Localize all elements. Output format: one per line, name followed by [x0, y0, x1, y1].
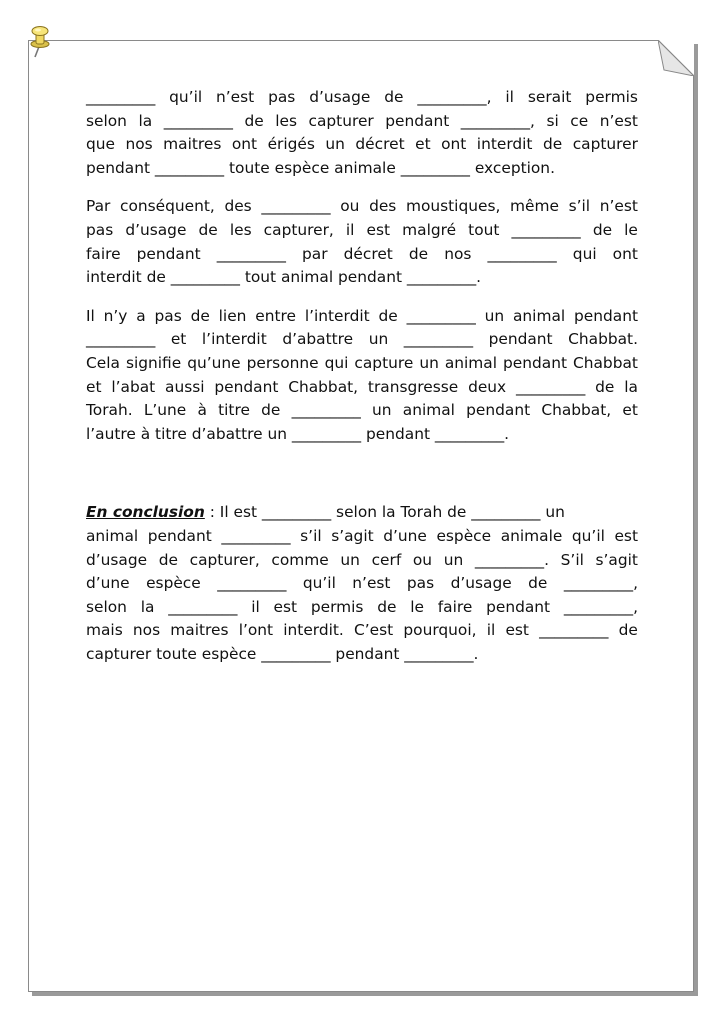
conclusion-first-line: : Il est _________ selon la Torah de _________ un	[204, 503, 565, 522]
word: Torah.	[86, 401, 133, 420]
word: pas	[154, 306, 182, 325]
word: _________	[261, 197, 331, 216]
word: transgresse	[367, 377, 459, 396]
word: _________	[406, 306, 476, 325]
word: _________	[539, 621, 609, 640]
word: signifie	[125, 353, 182, 372]
word: nos	[132, 621, 161, 640]
pushpin-icon	[26, 24, 60, 60]
word: l’interdit	[201, 330, 267, 349]
word: selon	[86, 597, 127, 616]
word: pourquoi,	[403, 621, 477, 640]
word: qu’une	[187, 353, 241, 372]
text-line	[86, 133, 638, 157]
word: conséquent,	[120, 197, 215, 216]
word: qui	[324, 353, 349, 372]
word: s’il	[568, 197, 591, 216]
word: ont	[612, 244, 638, 263]
word: mais	[86, 621, 123, 640]
word: qu’il	[302, 574, 336, 593]
word: de	[261, 401, 281, 420]
text-line: pendant _________ toute espèce animale _________ exception.	[86, 158, 555, 177]
word: par	[302, 244, 328, 263]
conclusion-paragraph	[86, 501, 638, 666]
page-fold-icon	[658, 40, 694, 76]
text-line	[86, 195, 638, 219]
word: pendant	[503, 353, 567, 372]
word: les	[229, 220, 252, 239]
word: qu’il	[571, 526, 605, 545]
paragraph-3	[86, 305, 638, 447]
word: de	[377, 597, 397, 616]
text-line	[86, 305, 638, 329]
word: espèce	[146, 574, 201, 593]
word: _________	[516, 377, 586, 396]
word: ce	[570, 111, 589, 130]
word: décret	[355, 135, 405, 154]
word: personne	[246, 353, 319, 372]
word: comme	[271, 550, 329, 569]
text-line	[86, 525, 638, 549]
word: _________,	[563, 574, 638, 593]
word: Chabbat,	[288, 377, 359, 396]
word: ou	[340, 197, 360, 216]
word: selon	[86, 111, 127, 130]
word: Cela	[86, 353, 120, 372]
word: il	[486, 621, 496, 640]
word: _________	[487, 244, 557, 263]
word: maitres	[163, 135, 222, 154]
word: un	[325, 135, 345, 154]
word: nos	[125, 135, 153, 154]
word: il	[345, 220, 355, 239]
word: s’il	[300, 526, 322, 545]
word: ont	[441, 135, 467, 154]
word: L’une	[143, 401, 187, 420]
word: l’abat	[111, 377, 156, 396]
word: décret	[343, 244, 393, 263]
word: _________	[291, 401, 361, 420]
word: espèce	[436, 526, 492, 545]
word: pendant	[385, 111, 450, 130]
word: est	[273, 597, 298, 616]
word: de	[244, 111, 264, 130]
word: pendant	[486, 597, 551, 616]
word: permis	[310, 597, 364, 616]
word: deux	[468, 377, 507, 396]
word: ou	[412, 550, 433, 569]
word: capturer	[572, 135, 638, 154]
word: est	[505, 621, 529, 640]
word: le	[624, 220, 638, 239]
text-line	[86, 549, 638, 573]
word: _________,	[417, 88, 492, 106]
word: S’il	[560, 550, 584, 569]
word: _________	[511, 220, 581, 239]
word: l’interdit	[304, 306, 370, 325]
word: il	[251, 597, 260, 616]
word: pendant	[574, 306, 638, 325]
word: Par	[86, 197, 111, 216]
word: le	[410, 597, 424, 616]
word: moustiques,	[405, 197, 501, 216]
word: la	[624, 377, 638, 396]
word: _________,	[563, 597, 638, 616]
word: interdit	[476, 135, 533, 154]
word: _________	[86, 330, 156, 349]
word: a	[136, 306, 146, 325]
word: pendant	[147, 526, 212, 545]
word: des	[369, 197, 397, 216]
word: il	[505, 88, 514, 106]
word: de	[542, 135, 563, 154]
word: de	[378, 306, 398, 325]
word: faire	[437, 597, 473, 616]
word: de	[408, 244, 429, 263]
word: qui	[572, 244, 597, 263]
word: d’abattre	[282, 330, 354, 349]
word: capture	[354, 353, 414, 372]
word: est	[366, 220, 391, 239]
word: faire	[86, 244, 121, 263]
word: ont	[231, 135, 258, 154]
word: n’est	[352, 574, 391, 593]
word: un	[419, 353, 439, 372]
word: de	[198, 220, 218, 239]
word: capturer,	[263, 220, 334, 239]
text-line	[86, 619, 638, 643]
word: Chabbat	[573, 353, 638, 372]
word: pendant	[214, 377, 279, 396]
word: à	[197, 401, 207, 420]
word: _________	[86, 88, 156, 106]
word: _________	[216, 244, 286, 263]
word: animal	[444, 353, 498, 372]
word: de	[595, 377, 615, 396]
text-line	[86, 596, 638, 620]
word: pas	[86, 220, 114, 239]
word: _________	[168, 597, 238, 616]
word: n’est	[216, 88, 255, 106]
text-line: capturer toute espèce _________ pendant _________.	[86, 644, 479, 663]
word: qu’il	[169, 88, 203, 106]
word: pas	[406, 574, 435, 593]
word: des	[224, 197, 252, 216]
text-line	[86, 328, 638, 352]
word: pendant	[466, 401, 531, 420]
word: l’ont	[238, 621, 274, 640]
word: un	[340, 550, 360, 569]
word: Chabbat,	[541, 401, 612, 420]
word: de	[592, 220, 613, 239]
word: nos	[444, 244, 472, 263]
text-line	[86, 110, 638, 134]
word: si	[546, 111, 559, 130]
word: de	[158, 550, 178, 569]
word: malgré	[402, 220, 457, 239]
word: même	[510, 197, 559, 216]
word: _________	[403, 330, 474, 349]
worksheet-text	[86, 86, 638, 681]
text-line	[86, 219, 638, 243]
word: capturer,	[189, 550, 260, 569]
word: animal	[402, 401, 455, 420]
word: un	[443, 550, 464, 569]
text-line	[86, 572, 638, 596]
word: de	[528, 574, 548, 593]
word: la	[140, 597, 155, 616]
word: la	[138, 111, 153, 130]
word: _________,	[460, 111, 535, 130]
text-line	[86, 376, 638, 400]
word: _________	[217, 574, 287, 593]
word: et	[622, 401, 638, 420]
word: s’agit	[331, 526, 374, 545]
word: et	[415, 135, 431, 154]
word: et	[86, 377, 102, 396]
word: pas	[268, 88, 296, 106]
word: de	[384, 88, 404, 106]
word: _________	[163, 111, 233, 130]
word: et	[170, 330, 187, 349]
word: serait	[527, 88, 572, 106]
word: _________.	[474, 550, 550, 569]
text-line: interdit de _________ tout animal pendant _________.	[86, 268, 482, 287]
word: d’usage	[309, 88, 371, 106]
word: entre	[255, 306, 296, 325]
word: pendant	[488, 330, 553, 349]
word: animal	[86, 526, 139, 545]
word: s’agit	[595, 550, 638, 569]
word: d’une	[383, 526, 427, 545]
word: de	[190, 306, 210, 325]
text-line	[86, 352, 638, 376]
word: interdit.	[283, 621, 344, 640]
text-line	[86, 243, 638, 267]
text-line: l’autre à titre d’abattre un _________ pendant _________.	[86, 424, 510, 443]
word: d’une	[86, 574, 130, 593]
word: pendant	[136, 244, 201, 263]
word: maitres	[170, 621, 229, 640]
word: tout	[468, 220, 500, 239]
paragraph-1	[86, 86, 638, 180]
word: n’y	[103, 306, 128, 325]
word: les	[275, 111, 297, 130]
word: aussi	[165, 377, 205, 396]
word: titre	[218, 401, 250, 420]
word: un	[372, 401, 392, 420]
paragraph-2	[86, 195, 638, 289]
word: n’est	[599, 111, 638, 130]
word: érigés	[267, 135, 315, 154]
text-line	[86, 86, 638, 110]
word: un	[368, 330, 389, 349]
word: Il	[86, 306, 95, 325]
word: de	[618, 621, 638, 640]
text-line	[86, 399, 638, 423]
word: d’usage	[86, 550, 148, 569]
word: lien	[218, 306, 247, 325]
word: capturer	[308, 111, 374, 130]
word: n’est	[599, 197, 638, 216]
word: permis	[585, 88, 638, 106]
word: est	[614, 526, 638, 545]
word: _________	[221, 526, 291, 545]
word: Chabbat.	[568, 330, 638, 349]
word: cerf	[371, 550, 402, 569]
conclusion-heading: En conclusion	[86, 503, 205, 522]
word: d’usage	[125, 220, 187, 239]
word: C’est	[354, 621, 394, 640]
word: que	[86, 135, 115, 154]
word: d’usage	[450, 574, 512, 593]
text-line	[86, 501, 638, 525]
word: animal	[513, 306, 566, 325]
spacer	[86, 461, 638, 501]
word: un	[484, 306, 505, 325]
word: animale	[500, 526, 563, 545]
